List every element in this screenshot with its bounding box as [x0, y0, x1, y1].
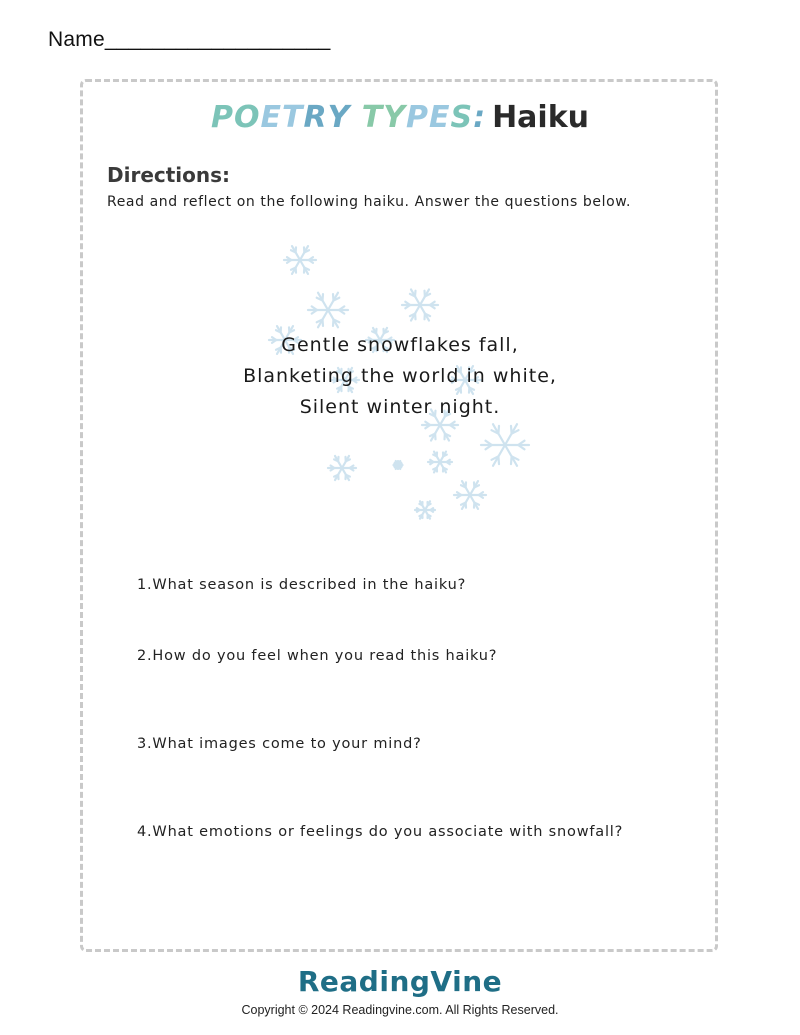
question-4: 4.What emotions or feelings do you associate with snowfall? — [137, 824, 624, 840]
poem-line-3: Silent winter night. — [299, 396, 501, 418]
title-letter: P — [210, 100, 234, 135]
snowflake-icon — [402, 289, 438, 320]
snowflake-icon — [284, 246, 316, 274]
question-2: 2.How do you feel when you read this haiku? — [137, 648, 498, 664]
title-letter — [350, 100, 361, 135]
page-title — [0, 100, 800, 135]
title-letter: T — [361, 100, 384, 135]
poem-line-1: Gentle snowflakes fall, — [281, 334, 519, 356]
snowflake-icon — [454, 481, 486, 509]
title-letter: O — [233, 100, 261, 135]
copyright-text: Copyright © 2024 Readingvine.com. All Rights Reserved. — [241, 1003, 559, 1017]
snowflake-icon — [328, 456, 356, 480]
title-poetry-types — [211, 100, 486, 135]
snowflake-icon — [428, 452, 452, 473]
title-letter: Y — [383, 100, 406, 135]
title-letter: E — [428, 100, 451, 135]
directions-heading: Directions: — [107, 163, 231, 187]
title-letter: : — [473, 100, 487, 135]
directions-text: Read and reflect on the following haiku. Answer the questions below. — [107, 194, 632, 210]
title-letter: E — [260, 100, 282, 135]
poem-line-2: Blanketing the world in white, — [243, 365, 557, 387]
question-3: 3.What images come to your mind? — [137, 736, 422, 752]
snowflake-icon — [393, 460, 403, 470]
haiku-poem — [0, 330, 800, 423]
snowflake-icon — [415, 501, 435, 518]
readingvine-logo: ReadingVine — [297, 965, 503, 998]
snowflake-icon — [481, 424, 529, 466]
snowflake-icon — [308, 293, 348, 328]
title-letter: Y — [327, 100, 351, 135]
name-line[interactable]: Name___________________ — [48, 28, 331, 51]
title-letter: P — [405, 100, 429, 135]
question-1: 1.What season is described in the haiku? — [137, 577, 467, 593]
title-subtitle: Haiku — [492, 100, 590, 135]
title-letter: R — [303, 100, 328, 135]
title-letter: T — [281, 100, 304, 135]
title-letter: S — [450, 100, 474, 135]
